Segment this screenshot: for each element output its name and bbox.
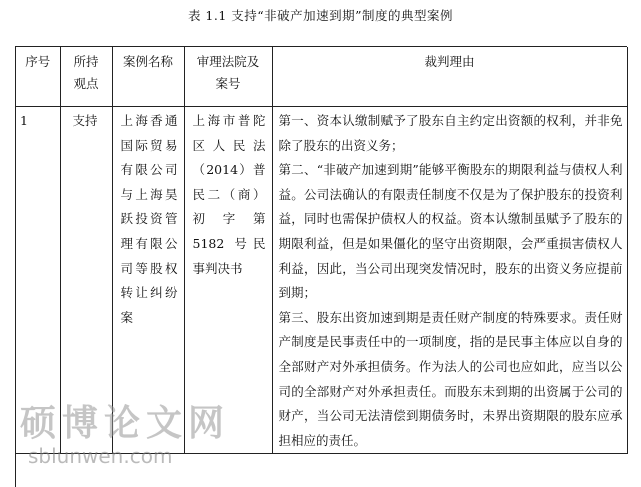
case-name-line: 转让纠纷: [120, 285, 178, 301]
case-name-line: 理有限公: [120, 235, 178, 251]
case-name-line: 有限公司: [120, 162, 178, 178]
court-line: （2014）普: [192, 162, 266, 178]
court-line: 区人民法: [192, 137, 266, 153]
reason-paragraph: 第二、“非破产加速到期”能够平衡股东的期限利益与债权人利益。公司法确认的有限责任制度不仅是为了保护股东的投资利益，同时也需保护债权人的权益。资本认缴制虽赋予了股东的期限利益，但是如果僵化的坚守出资期限，会严重损害债权人利益，因此，当公司出现突发情况时，股东的出资义务应提前到期；: [278, 162, 623, 301]
case-name-line: 案: [120, 309, 134, 325]
cell-reason: [272, 107, 627, 454]
table-row: [16, 107, 627, 454]
case-table: [16, 47, 628, 454]
court-line: 民二（商）: [192, 186, 266, 202]
cell-case-name: [112, 107, 184, 454]
cell-court: [184, 107, 272, 454]
header-case-name: [112, 47, 184, 107]
case-name-line: 与上海昊: [120, 186, 178, 202]
header-court-line: 案号: [215, 76, 241, 91]
header-reason: [272, 47, 627, 107]
cell-view: 支持: [60, 107, 112, 454]
watermark-cn: 硕博论文网: [20, 403, 231, 444]
header-view-line: 所持: [73, 54, 99, 69]
header-view: [60, 47, 112, 107]
header-court: [184, 47, 272, 107]
case-name-line: 跃投资管: [120, 211, 178, 227]
header-view-line: 观点: [73, 76, 99, 91]
table-header-row: [16, 47, 627, 107]
watermark-en: sblunwen.com: [28, 444, 173, 468]
header-case-name-line: 案例名称: [122, 54, 173, 69]
header-court-line: 审理法院及: [196, 54, 260, 69]
case-table-wrapper: [15, 46, 627, 487]
header-id-line: 序号: [25, 54, 51, 69]
court-line: 初 字 第: [192, 211, 266, 227]
reason-paragraph: 第三、股东出资加速到期是责任财产制度的特殊要求。责任财产制度是民事责任中的一项制度，指的是民事主体应以自身的全部财产对外承担债务。作为法人的公司也应如此，应当以公司的全部财产对外承担责任。而股东未到期的出资属于公司的财产，当公司无法清偿到期债务时，未界出资期限的股东应承担相应的责任。: [278, 309, 623, 448]
table-caption: 表 1.1 支持“非破产加速到期”制度的典型案例: [187, 8, 454, 23]
header-id: [16, 47, 60, 107]
header-reason-line: 裁判理由: [424, 54, 475, 69]
court-line: 5182 号民: [192, 235, 266, 251]
cell-id: 1: [16, 107, 60, 454]
case-name-line: 上海香通: [120, 113, 178, 128]
case-name-line: 司等股权: [120, 260, 178, 276]
case-name-line: 国际贸易: [120, 137, 178, 153]
court-line: 事判决书: [192, 260, 243, 276]
court-line: 上海市普陀: [192, 113, 266, 128]
reason-paragraph: 第一、资本认缴制赋予了股东自主约定出资额的权利，并非免除了股东的出资义务；: [278, 113, 623, 153]
